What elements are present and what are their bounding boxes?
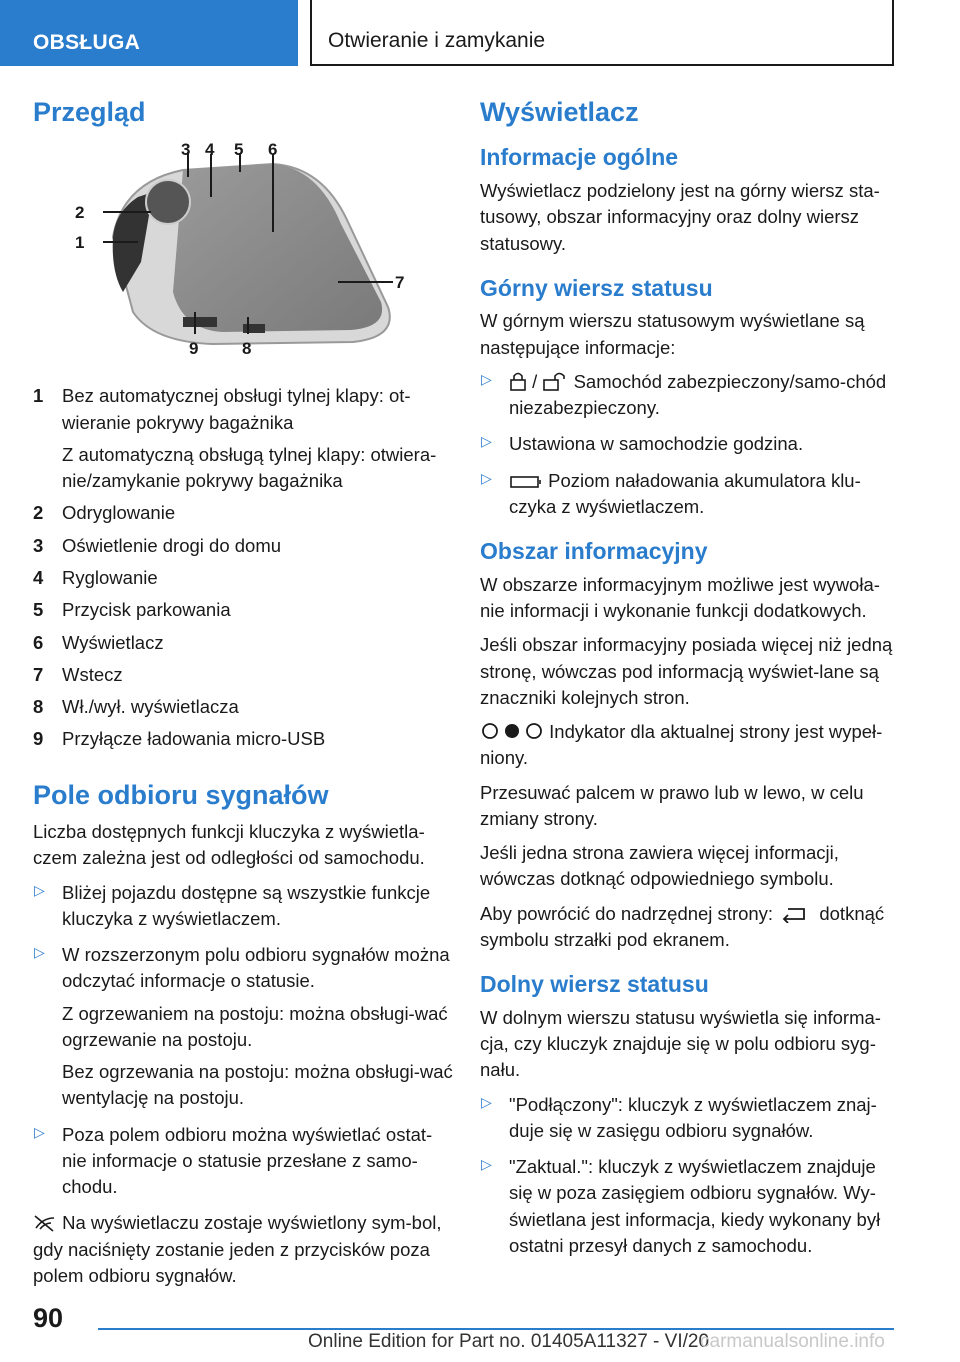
callout-7: 7 [395,273,405,293]
callout-2: 2 [75,203,85,223]
bullet-triangle-icon: ▷ [481,370,492,387]
info-area-heading: Obszar informacyjny [480,538,708,565]
list-item: ▷ "Zaktual.": kluczyk z wyświetlaczem znajduje się w poza zasięgiem odbioru sygnałów. Wy-świetlana jest informacja, kiedy wykonany był ostatni przesył danych z samochodu. [481,1156,881,1256]
bottom-status-intro: W dolnym wierszu statusu wyświetla się informa-cja, czy kluczyk znajduje się w polu odbioru syg-nału. [480,1006,881,1081]
list-item: ▷ Bliżej pojazdu dostępne są wszystkie funkcje kluczyka z wyświetlaczem. [34,881,431,929]
list-item: ▷ Poza polem odbioru można wyświetlać ostat-nie informacje o statusie przesłane z samo-chodu. [34,1123,433,1198]
list-item: 8 Wł./wył. wyświetlacza [33,696,239,718]
page-number: 90 [33,1303,64,1333]
list-item: 7 Wstecz [33,663,123,685]
no-signal-icon [33,1214,57,1232]
callout-5: 5 [234,142,244,160]
chapter-title: Otwieranie i zamykanie [310,0,894,66]
list-item: ▷ Ustawiona w samochodzie godzina. [481,433,804,455]
reception-intro: Liczba dostępnych funkcji kluczyka z wyświetla-czem zależna jest od odległości od samochodu. [33,820,425,869]
key-parts-list [33,383,453,752]
bullet-triangle-icon: ▷ [481,1093,492,1110]
list-item: 3 Oświetlenie drogi do domu [33,534,282,556]
reception-heading: Pole odbioru sygnałów [33,779,329,810]
lock-closed-icon [509,371,527,391]
list-item: 5 Przycisk parkowania [33,599,231,621]
edition-text: Online Edition for Part no. 01405A11327 - VI/20 [308,1331,710,1352]
info-p3: Indykator dla aktualnej strony jest wypeł-niony. [480,721,883,769]
right-column [480,96,900,1269]
page-header [0,0,960,66]
list-item: ▷ Poziom naładowania akumulatora klu-czyka z wyświetlaczem. [481,469,861,517]
info-p5: Jeśli jedna strona zawiera więcej informacji, wówczas dotknąć odpowiedniego symbolu. [480,842,839,890]
page-indicator-icon [480,721,544,741]
callout-9: 9 [189,339,199,359]
reception-bullets [33,880,453,1201]
list-item: 1 Bez automatycznej obsługi tylnej klapy: ot-wieranie pokrywy bagażnika Z automatyczną obsługą tylnej klapy: otwiera-nie/zamykanie pokrywy bagażnika [33,385,437,492]
display-heading: Wyświetlacz [480,97,639,127]
list-item: 2 Odryglowanie [33,502,176,524]
list-item: 9 Przyłącze ładowania micro-USB [33,728,326,750]
bullet-triangle-icon: ▷ [481,1156,492,1173]
list-item: ▷ W rozszerzonym polu odbioru sygnałów można odczytać informacje o statusie. Z ogrzewaniem na postoju: można obsługi-wać ogrzewanie na postoju. Bez ogrzewania na postoju: można obsługi-wać wentylację na postoju. [34,944,453,1109]
callout-1: 1 [75,233,85,253]
back-arrow-icon [778,905,814,923]
info-p6: Aby powrócić do nadrzędnej strony: dotknąć symbolu strzałki pod ekranem. [480,902,885,951]
list-item: 6 Wyświetlacz [33,631,164,653]
key-figure [33,142,453,362]
page-footer [0,1295,960,1362]
watermark-text: carmanualsonline.info [700,1331,885,1352]
lock-open-icon [542,371,568,391]
list-item: ▷ "Podłączony": kluczyk z wyświetlaczem znaj-duje się w zasięgu odbioru sygnałów. [481,1093,877,1141]
info-p2: Jeśli obszar informacyjny posiada więcej niż jedną stronę, wówczas pod informacją wyświet-lane są znaczniki kolejnych stron. [480,634,893,708]
callout-3: 3 [181,142,191,160]
out-of-range-note: Na wyświetlaczu zostaje wyświetlony sym-bol, gdy naciśnięty zostanie jeden z przycisków poza polem odbioru sygnałów. [33,1212,442,1286]
general-heading: Informacje ogólne [480,144,679,171]
bullet-triangle-icon: ▷ [34,881,45,898]
top-status-bullets [480,369,900,520]
general-text: Wyświetlacz podzielony jest na górny wiersz sta-tusowy, obszar informacyjny oraz dolny wiersz statusowy. [480,179,880,254]
callout-8: 8 [242,339,252,359]
bullet-triangle-icon: ▷ [34,944,45,961]
info-p4: Przesuwać palcem w prawo lub w lewo, w celu zmiany strony. [480,781,864,829]
left-column [33,96,453,1297]
footer-rule [98,1328,894,1330]
info-p1: W obszarze informacyjnym możliwe jest wywoła-nie informacji i wykonanie funkcji dodatkowych. [480,573,880,622]
bullet-triangle-icon: ▷ [481,469,492,486]
section-label: OBSŁUGA [0,0,298,66]
top-status-heading: Górny wiersz statusu [480,274,713,301]
bottom-status-bullets [480,1092,900,1260]
callout-4: 4 [205,142,215,160]
list-item: 4 Ryglowanie [33,566,158,588]
overview-heading: Przegląd [33,97,146,127]
bottom-status-heading: Dolny wiersz statusu [480,971,709,998]
bullet-triangle-icon: ▷ [34,1123,45,1140]
top-status-intro: W górnym wierszu statusowym wyświetlane są następujące informacje: [480,310,865,358]
bullet-triangle-icon: ▷ [481,433,492,450]
battery-icon [509,474,543,490]
callout-6: 6 [268,142,278,160]
list-item: ▷ / Samochód zabezpieczony/samo-chód niezabezpieczony. [481,370,887,419]
